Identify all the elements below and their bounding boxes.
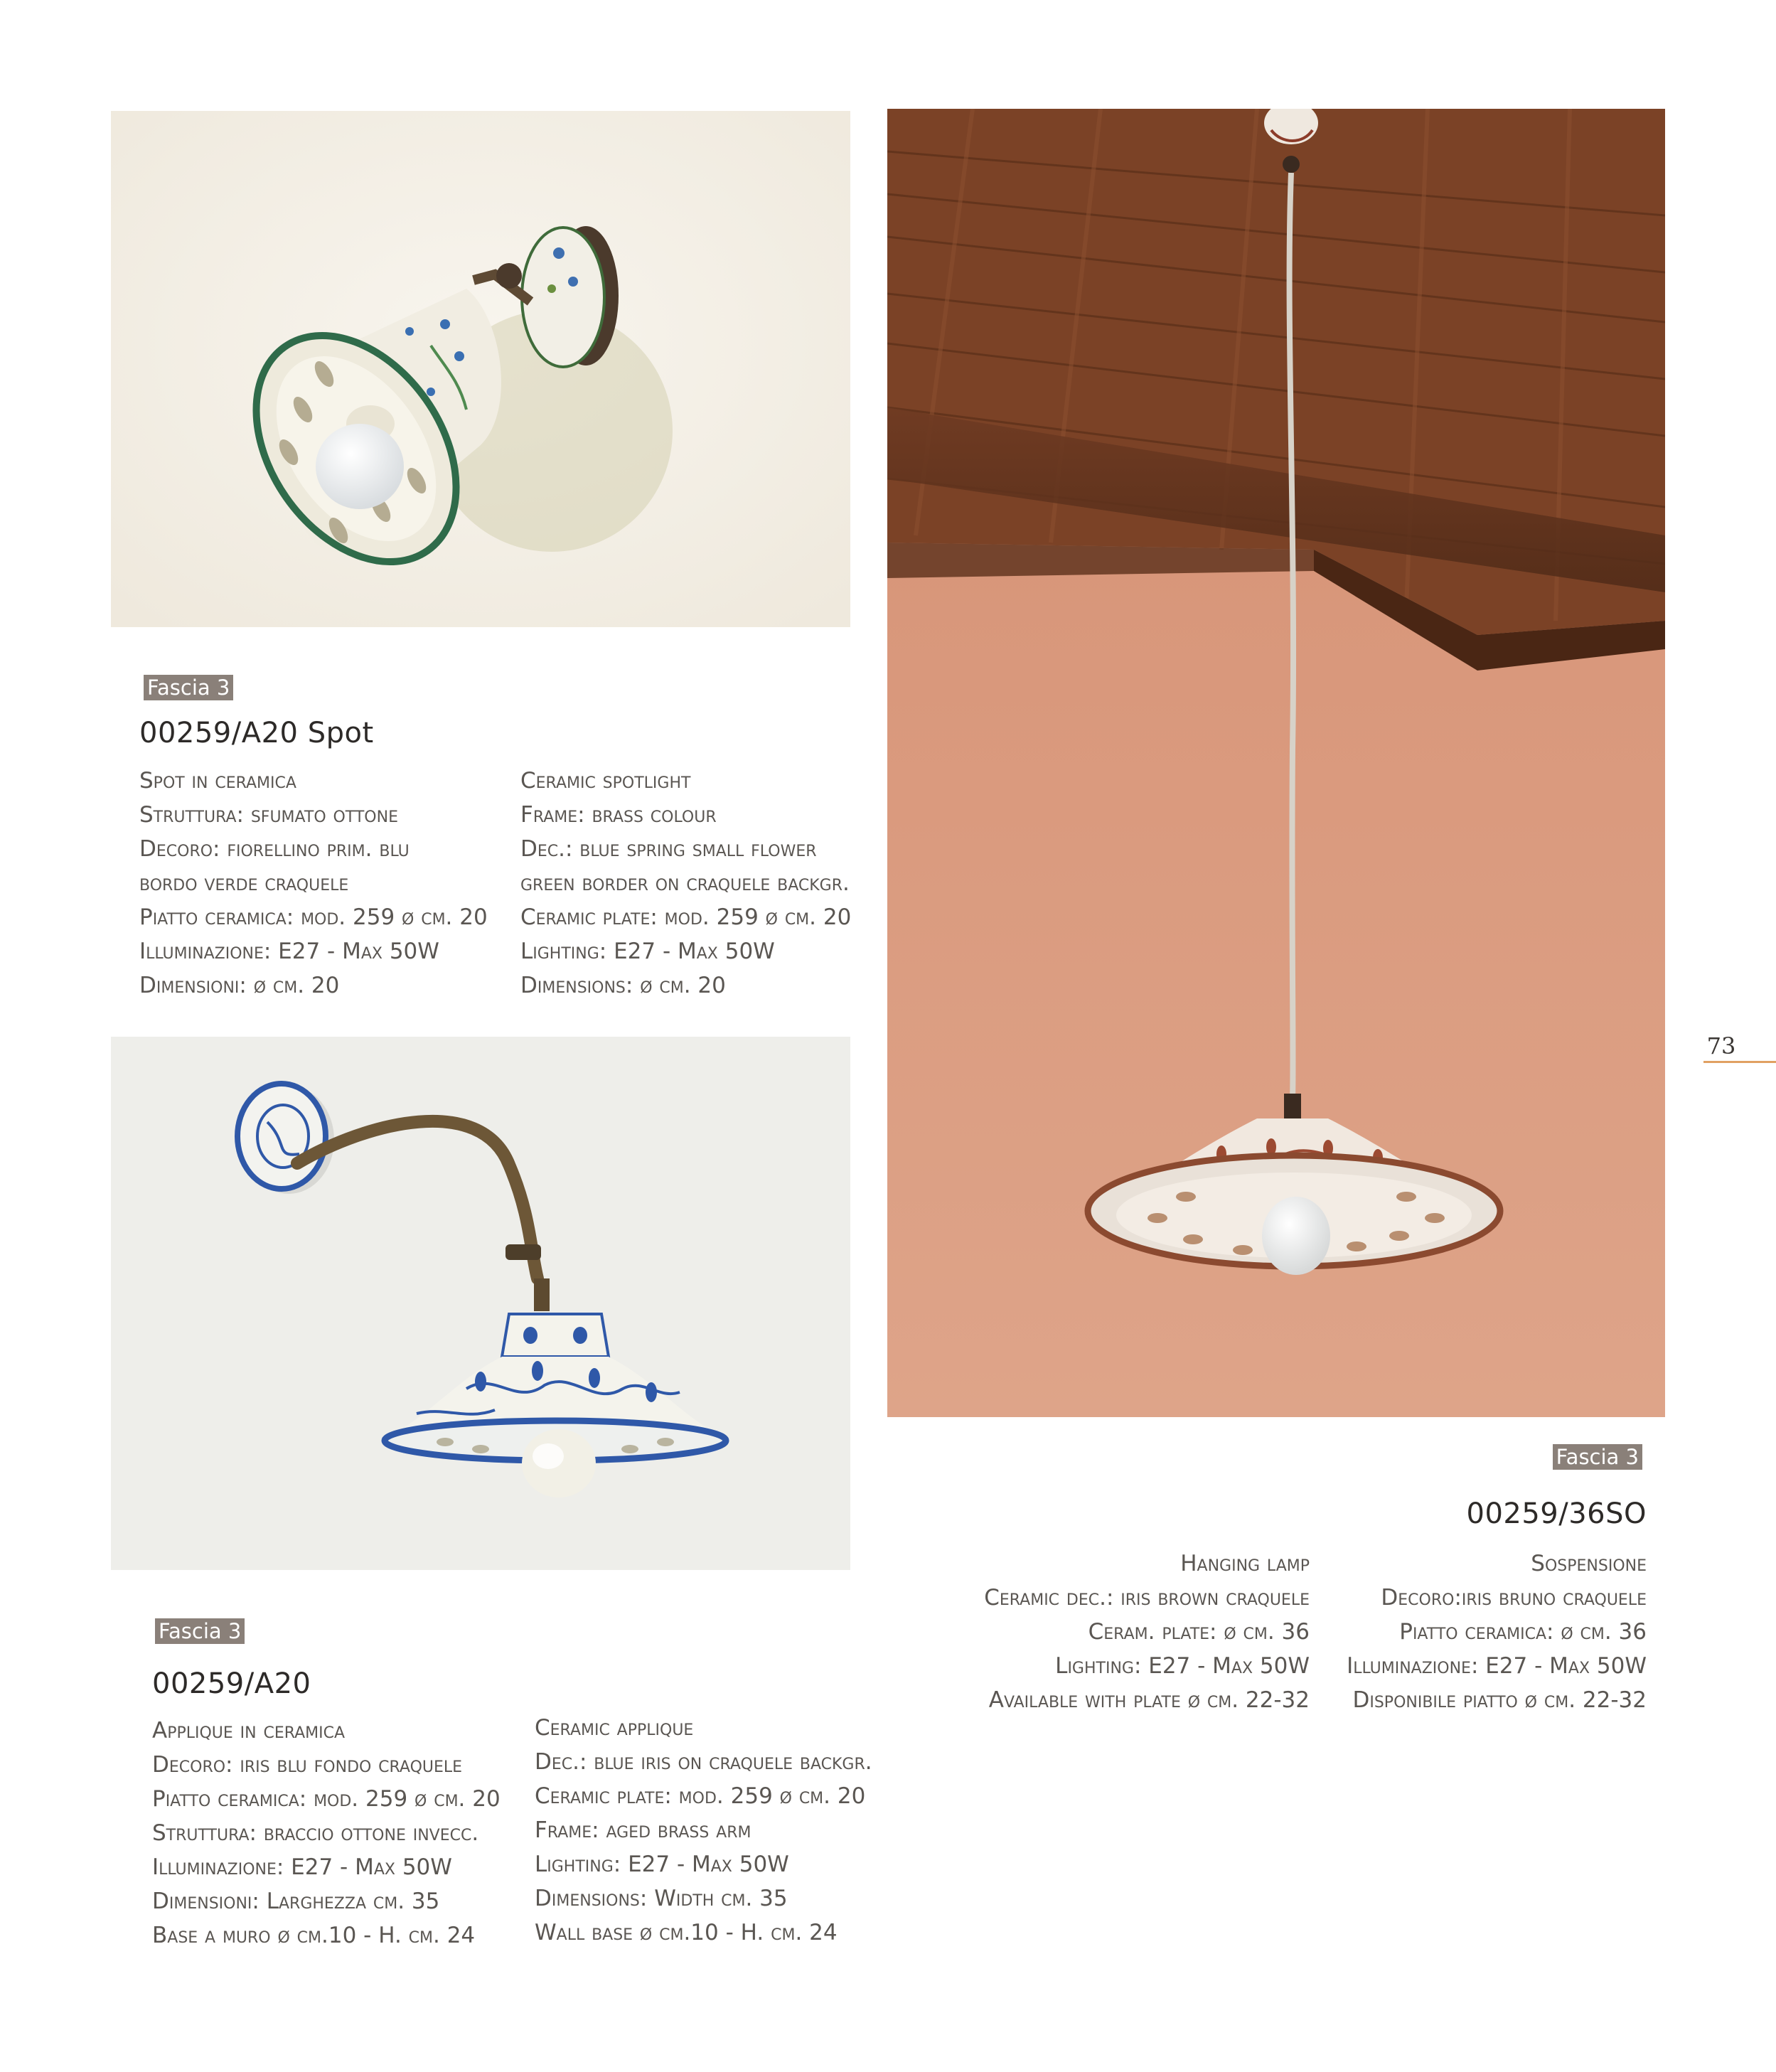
spec-line: Lighting: E27 - Max 50W [535, 1852, 789, 1877]
spec-line: Dec.: blue iris on craquele backgr. [535, 1749, 872, 1775]
spec-line: Dimensions: ø cm. 20 [520, 973, 726, 998]
spec-line: Ceram. plate: ø cm. 36 [1088, 1619, 1310, 1645]
pendant-lamp-photo [887, 109, 1665, 1417]
spec-line: Ceramic applique [535, 1715, 694, 1741]
price-band-badge: Fascia 3 [1553, 1444, 1642, 1470]
spec-line: Lighting: E27 - Max 50W [520, 939, 775, 964]
product-code: 00259/A20 [152, 1667, 311, 1700]
spec-line: Lighting: E27 - Max 50W [1055, 1653, 1310, 1679]
spec-line: Hanging lamp [1180, 1551, 1310, 1576]
spec-line: Illuminazione: E27 - Max 50W [1347, 1653, 1647, 1679]
spec-line: Disponibile piatto ø cm. 22-32 [1352, 1687, 1647, 1713]
spec-line: Spot in ceramica [139, 768, 296, 794]
spec-line: Piatto ceramica: mod. 259 ø cm. 20 [152, 1786, 501, 1812]
spec-line: Frame: aged brass arm [535, 1817, 751, 1843]
spec-line: Struttura: braccio ottone invecc. [152, 1820, 479, 1846]
spec-line: Sospensione [1531, 1551, 1647, 1576]
spec-line: Dimensions: Width cm. 35 [535, 1886, 788, 1911]
spot-lamp-photo [111, 111, 850, 627]
product-code: 00259/A20 Spot [139, 717, 374, 749]
spec-line: Ceramic plate: mod. 259 ø cm. 20 [520, 904, 852, 930]
spec-line: bordo verde craquele [139, 870, 349, 896]
spec-line: Dimensioni: ø cm. 20 [139, 973, 340, 998]
spec-list-italian [152, 1714, 501, 1953]
page-number: 73 [1706, 1032, 1736, 1059]
spec-line: green border on craquele backgr. [520, 870, 850, 896]
spec-line: Piatto ceramica: mod. 259 ø cm. 20 [139, 904, 488, 930]
spec-line: Ceramic spotlight [520, 768, 691, 794]
spec-line: Wall base ø cm.10 - H. cm. 24 [535, 1920, 838, 1945]
spec-line: Applique in ceramica [152, 1718, 346, 1743]
spec-list-english [535, 1711, 872, 1950]
product-code: 00259/36SO [1466, 1497, 1647, 1530]
spec-line: Ceramic dec.: iris brown craquele [984, 1585, 1310, 1611]
page-number-rule [1703, 1061, 1776, 1063]
price-band-badge: Fascia 3 [155, 1618, 245, 1644]
spec-line: Struttura: sfumato ottone [139, 802, 398, 828]
spec-line: Dec.: blue spring small flower [520, 836, 817, 862]
spec-line: Base a muro ø cm.10 - H. cm. 24 [152, 1923, 476, 1948]
spec-list-italian [1347, 1547, 1647, 1717]
spec-line: Piatto ceramica: ø cm. 36 [1399, 1619, 1647, 1645]
spec-line: Ceramic plate: mod. 259 ø cm. 20 [535, 1783, 866, 1809]
spec-line: Dimensioni: Larghezza cm. 35 [152, 1889, 440, 1914]
spec-list-english [520, 764, 851, 1003]
price-band-badge: Fascia 3 [144, 675, 233, 700]
spec-line: Available with plate ø cm. 22-32 [988, 1687, 1310, 1713]
spec-line: Decoro: iris blu fondo craquele [152, 1752, 463, 1778]
applique-lamp-photo [111, 1037, 850, 1570]
spec-line: Illuminazione: E27 - Max 50W [152, 1854, 452, 1880]
spec-list-italian [139, 764, 488, 1003]
spec-line: Decoro:iris bruno craquele [1381, 1585, 1647, 1611]
spec-line: Decoro: fiorellino prim. blu [139, 836, 410, 862]
spec-line: Illuminazione: E27 - Max 50W [139, 939, 439, 964]
spec-line: Frame: brass colour [520, 802, 717, 828]
spec-list-english [984, 1547, 1310, 1717]
